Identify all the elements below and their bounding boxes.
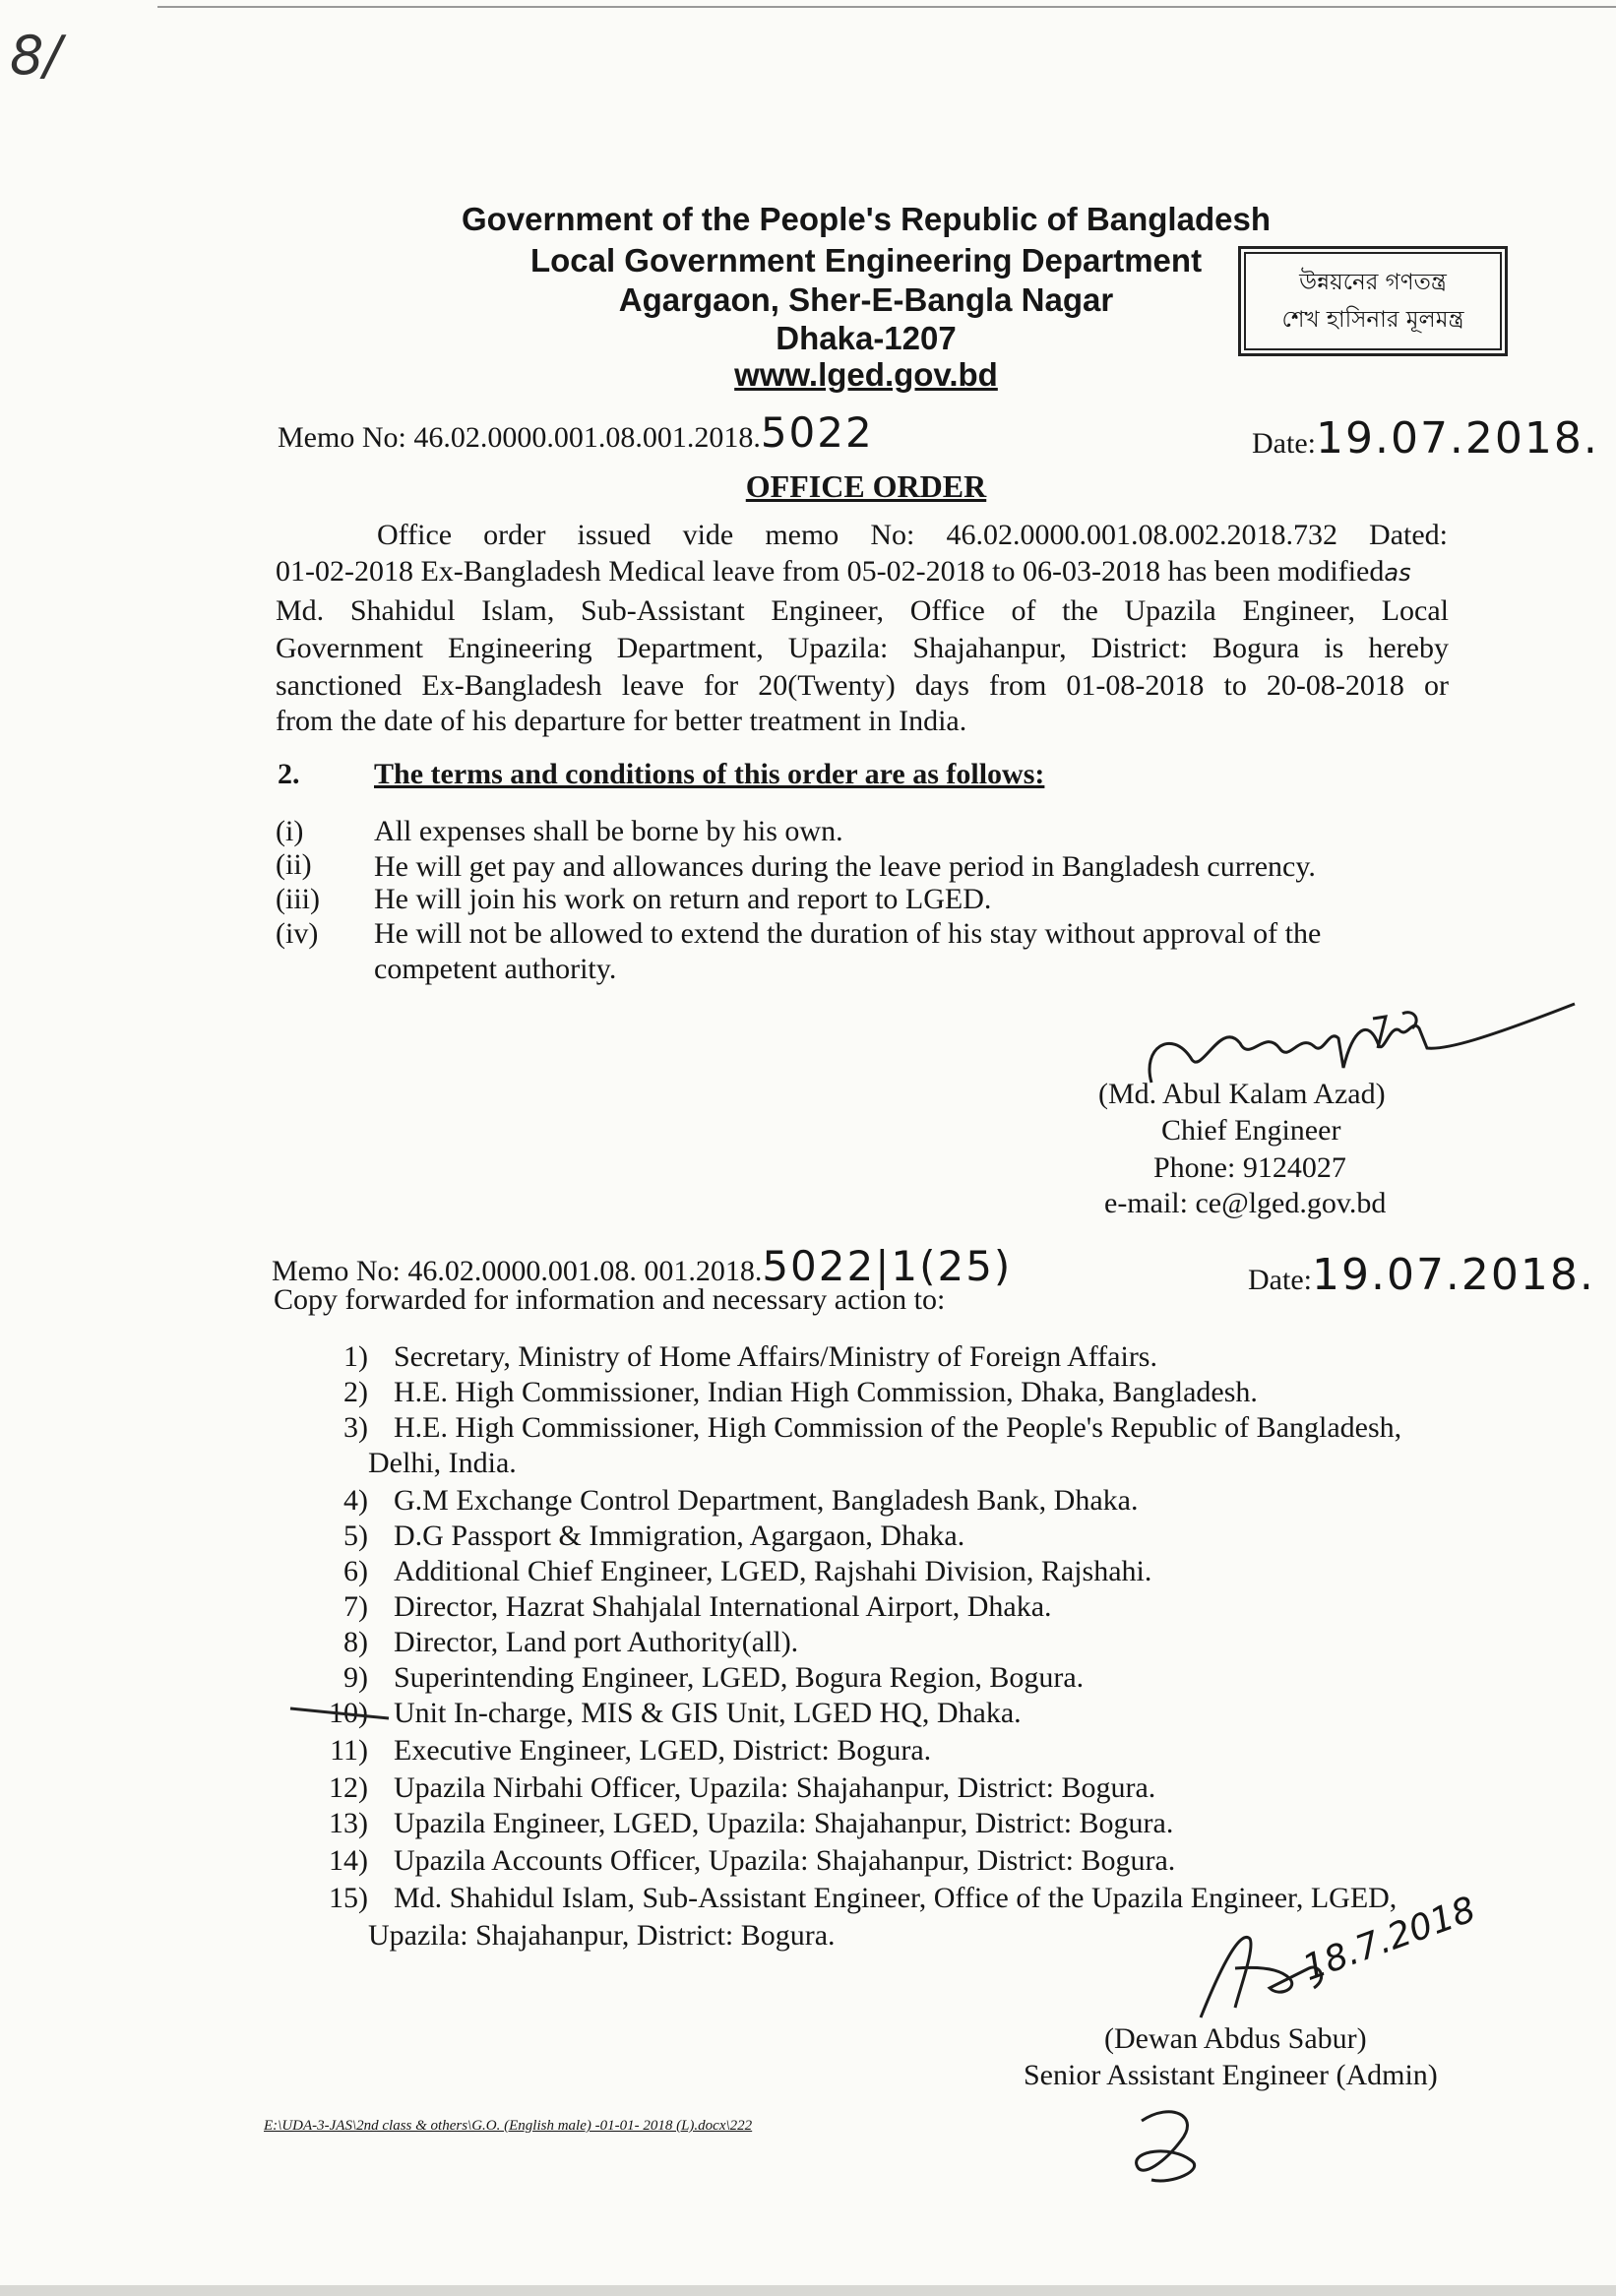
term-item-num: (i) [276,815,304,847]
body-line-3: Md. Shahidul Islam, Sub-Assistant Engineer, Office of the Upazila Engineer, Local [276,594,1449,627]
memo-date-2 [1248,1250,1595,1300]
memo-2-handwritten-number: 5022|1(25) [762,1242,1013,1290]
signer-1-phone: Phone: 9124027 [1153,1151,1346,1184]
signer-2-name: (Dewan Abdus Sabur) [1104,2022,1367,2055]
header-line-4: Dhaka-1207 [776,320,957,356]
scan-bottom-edge [0,2285,1616,2296]
list-item: 8) Director, Land port Authority(all). [343,1626,799,1658]
memo-prefix: Memo No: 46.02.0000.001.08.001.2018. [278,421,761,454]
footer-file-path: E:\UDA-3-JAS\2nd class & others\G.O. (English male) -01-01- 2018 (L).docx\222 [264,2118,753,2134]
body-handwritten-as: as [1384,559,1411,587]
memo-number-1 [278,408,874,457]
memo-2-prefix: Memo No: 46.02.0000.001.08. 001.2018. [272,1255,763,1287]
body-line-4: Government Engineering Department, Upazila: Shajahanpur, District: Bogura is hereby [276,632,1449,664]
copy-heading: Copy forwarded for information and necessary action to: [274,1283,946,1316]
list-item-continuation: Upazila: Shajahanpur, District: Bogura. [368,1919,836,1952]
body-line-6: from the date of his departure for better treatment in India. [276,705,967,737]
list-item: 10) Unit In-charge, MIS & GIS Unit, LGED HQ, Dhaka. [329,1697,1022,1729]
body-line-2 [276,555,1476,589]
signer-1-email: e-mail: ce@lged.gov.bd [1104,1187,1387,1219]
term-item-text: He will get pay and allowances during the leave period in Bangladesh currency. [374,850,1316,883]
initials-mark [1112,2091,1230,2190]
scan-edge-line [157,6,1616,8]
date-2-label: Date: [1248,1264,1312,1296]
term-item-num: (ii) [276,848,312,881]
header-line-2: Local Government Engineering Department [529,242,1203,279]
signer-1-designation: Chief Engineer [1161,1114,1341,1147]
body-line-1: Office order issued vide memo No: 46.02.0000.001.08.002.2018.732 Dated: [377,519,1448,551]
terms-number: 2. [278,758,300,790]
list-item: 5) D.G Passport & Immigration, Agargaon, Dhaka. [343,1520,965,1552]
list-item: 9) Superintending Engineer, LGED, Bogura Region, Bogura. [343,1661,1085,1694]
memo-date-1 [1252,413,1599,464]
list-item: 1) Secretary, Ministry of Home Affairs/Ministry of Foreign Affairs. [343,1340,1157,1373]
term-item-num: (iii) [276,883,320,915]
term-item-continuation: competent authority. [374,953,617,985]
memo-handwritten-number: 5022 [760,408,874,457]
date-2-handwritten: 19.07.2018. [1311,1250,1595,1300]
list-item: 14) Upazila Accounts Officer, Upazila: Shajahanpur, District: Bogura. [329,1844,1176,1877]
order-title: OFFICE ORDER [745,468,987,504]
signature-2-handwritten-date: 18.7.2018 [1297,1889,1481,1990]
handwritten-strike-mark [285,1697,394,1726]
signer-1-name: (Md. Abul Kalam Azad) [1098,1078,1386,1110]
body-line-5: sanctioned Ex-Bangladesh leave for 20(Twenty) days from 01-08-2018 to 20-08-2018 or [276,669,1449,702]
letterhead [433,201,1299,238]
term-item-text: He will not be allowed to extend the duration of his stay without approval of the [374,917,1322,950]
list-item: 7) Director, Hazrat Shahjalal International Airport, Dhaka. [343,1590,1052,1623]
date-handwritten: 19.07.2018. [1315,413,1599,464]
date-label: Date: [1252,427,1316,460]
list-item-continuation: Delhi, India. [368,1447,517,1479]
list-item: 13) Upazila Engineer, LGED, Upazila: Shajahanpur, District: Bogura. [329,1807,1174,1839]
term-item-num: (iv) [276,917,319,950]
list-item: 11) Executive Engineer, LGED, District: Bogura. [330,1734,932,1767]
list-item: 3) H.E. High Commissioner, High Commission of the People's Republic of Bangladesh, [343,1411,1402,1444]
motto-line-1: উন্নয়নের গণতন্ত্র [1299,270,1447,295]
list-item: 15) Md. Shahidul Islam, Sub-Assistant Engineer, Office of the Upazila Engineer, LGED, [329,1882,1398,1914]
motto-stamp [1238,246,1508,356]
list-item: 4) G.M Exchange Control Department, Bangladesh Bank, Dhaka. [343,1484,1139,1517]
header-line-3: Agargaon, Sher-E-Bangla Nagar [618,281,1114,318]
motto-line-2: শেখ হাসিনার মূলমন্ত্র [1281,307,1464,333]
list-item: 12) Upazila Nirbahi Officer, Upazila: Shajahanpur, District: Bogura. [329,1771,1156,1804]
terms-heading: The terms and conditions of this order are as follows: [374,758,1045,790]
signer-2-designation: Senior Assistant Engineer (Admin) [1024,2059,1438,2091]
list-item: 2) H.E. High Commissioner, Indian High Commission, Dhaka, Bangladesh. [343,1376,1258,1408]
list-item: 6) Additional Chief Engineer, LGED, Rajshahi Division, Rajshahi. [343,1555,1152,1587]
term-item-text: He will join his work on return and report to LGED. [374,883,992,915]
header-website: www.lged.gov.bd [734,356,998,393]
term-item-text: All expenses shall be borne by his own. [374,815,843,847]
header-line-1: Government of the People's Republic of Bangladesh [462,201,1271,237]
body-line-2-text: 01-02-2018 Ex-Bangladesh Medical leave from 05-02-2018 to 06-03-2018 has been modified [276,555,1385,588]
corner-handwritten-mark: 8/ [10,25,62,87]
